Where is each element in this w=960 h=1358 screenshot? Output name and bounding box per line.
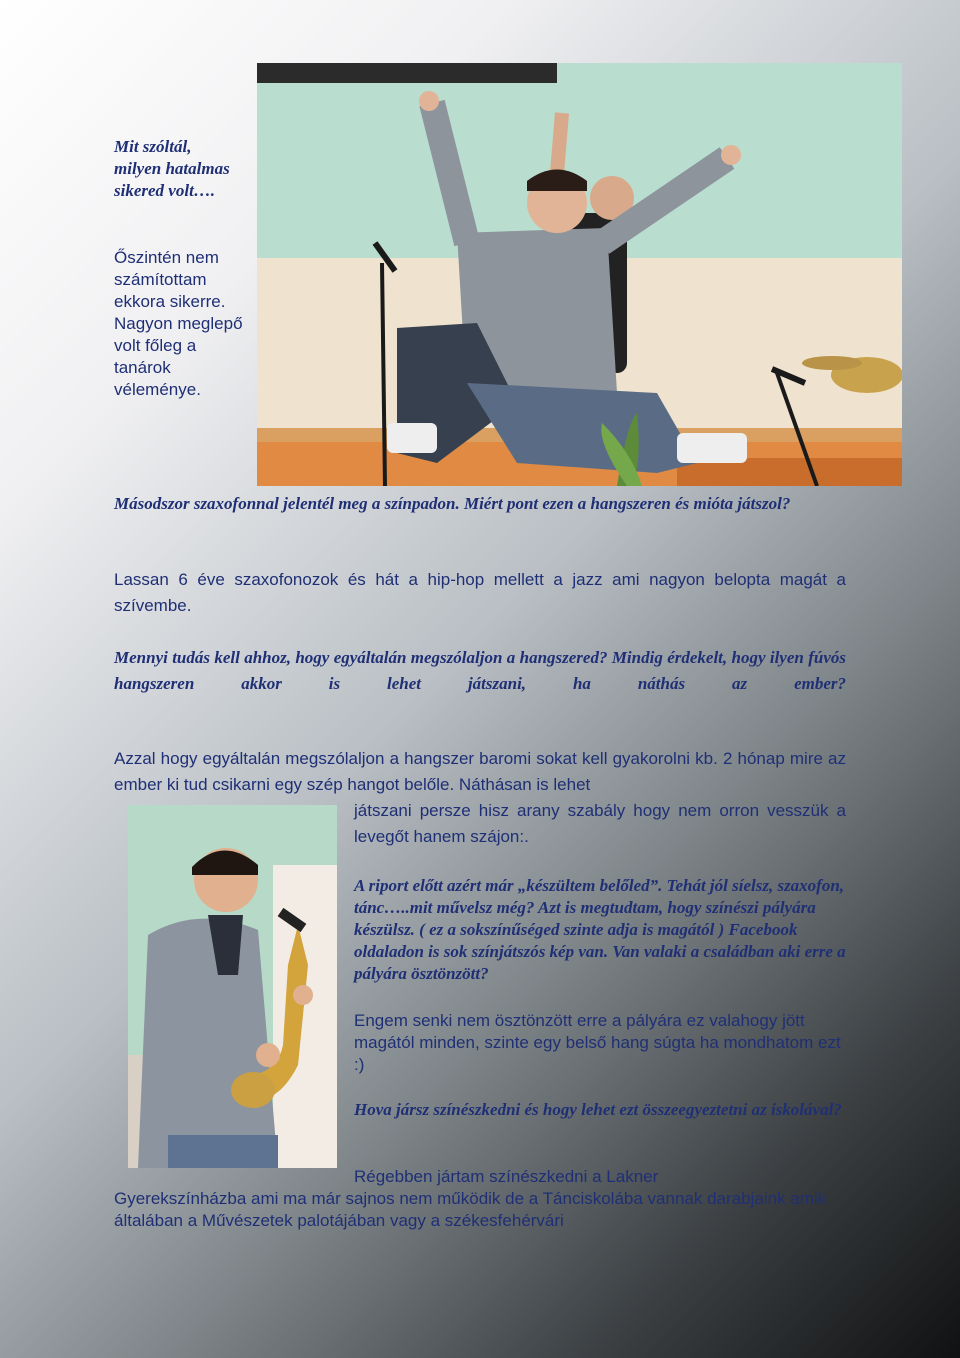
question-school: Hova jársz színészkedni és hogy lehet ezt összeegyeztetni az iskolával? <box>354 1100 842 1119</box>
question-acting: A riport előtt azért már „készültem belőled”. Tehát jól síelsz, szaxofon, tánc…..mit művelsz még? Azt is megtudtam, hogy színészi pályára készülsz. ( ez a sokszínűséged szinte adja is magától ) Facebook oldaladon is sok színjátszós kép van. Van valaki a családban aki erre a pályára ösztönzött? <box>354 876 846 983</box>
answer-success: Őszintén nem számítottam ekkora sikerre. Nagyon meglepő volt főleg a tanárok véleménye. <box>114 248 243 399</box>
question-saxophone: Másodszor szaxofonnal jelentél meg a színpadon. Miért pont ezen a hangszeren és mióta játszol? <box>114 494 791 513</box>
answer-school-part2: Gyerekszínházba ami ma már sajnos nem működik de a Tánciskolába vannak darabjaink amik általában a Művészetek palotájában vagy a székesfehérvári <box>114 1189 827 1230</box>
stage-performance-photo <box>257 63 902 486</box>
question-knowledge: Mennyi tudás kell ahhoz, hogy egyáltalán megszólaljon a hangszered? Mindig érdekelt, hogy ilyen fúvós hangszeren akkor is lehet játszani, ha náthás az ember? <box>114 648 846 693</box>
answer-knowledge-part1: Azzal hogy egyáltalán megszólaljon a hangszer baromi sokat kell gyakorolni kb. 2 hónap mire az ember ki tud csikarni egy szép hangot belőle. Náthásan is lehet <box>114 749 846 794</box>
question-success: Mit szóltál, milyen hatalmas sikered volt…. <box>114 137 230 200</box>
answer-school-part1: Régebben jártam színészkedni a Lakner <box>354 1167 659 1186</box>
answer-saxophone: Lassan 6 éve szaxofonozok és hát a hip-hop mellett a jazz ami nagyon belopta magát a szívembe. <box>114 570 846 615</box>
answer-knowledge-part2: játszani persze hisz arany szabály hogy nem orron vesszük a levegőt hanem szájon:. <box>354 801 846 846</box>
answer-acting: Engem senki nem ösztönzött erre a pályára ez valahogy jött magától minden, szinte egy belső hang súgta ha mondhatom ezt :) <box>354 1011 841 1074</box>
saxophone-player-photo <box>128 805 337 1168</box>
